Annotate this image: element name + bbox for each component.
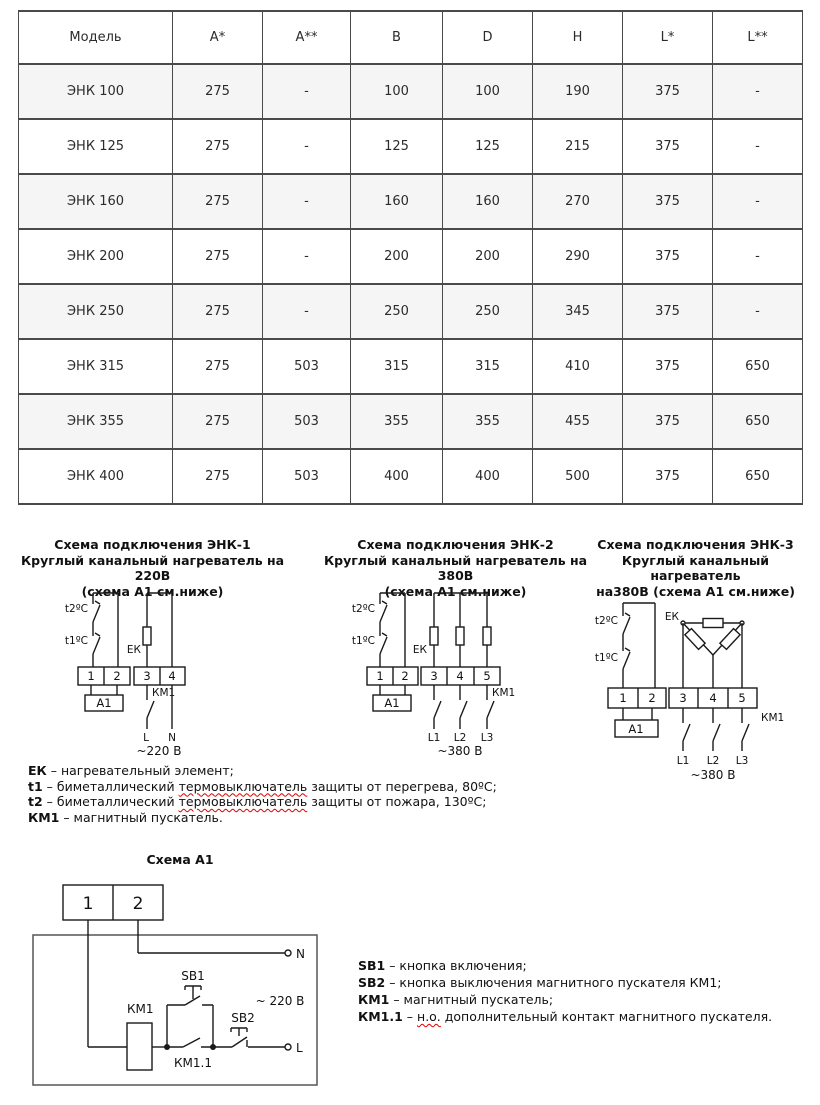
thermal-switch-t2 <box>623 613 630 634</box>
legend-item <box>28 763 497 779</box>
table-cell: 400 <box>443 449 533 504</box>
table-cell: 275 <box>173 284 263 339</box>
n-terminal <box>285 950 291 956</box>
legend-term: SB1 <box>358 958 386 973</box>
l-terminal <box>285 1044 291 1050</box>
legend-text: дополнительный контакт магнитного пускателя. <box>440 1009 773 1024</box>
table-cell: ЭНК 160 <box>19 174 173 229</box>
legend-term: SB2 <box>358 975 386 990</box>
heater-resistor <box>430 627 438 645</box>
table-cell: 275 <box>173 119 263 174</box>
table-cell: 270 <box>533 174 623 229</box>
table-cell: - <box>713 119 803 174</box>
legend-text: – биметаллический <box>42 778 179 794</box>
phase-l1-label: L1 <box>427 732 441 744</box>
phase-l-label: L <box>143 732 149 744</box>
table-header-cell: D <box>443 11 533 64</box>
table-cell: 650 <box>713 449 803 504</box>
table-row <box>19 284 803 339</box>
table-cell: 375 <box>623 229 713 284</box>
terminal-number: 1 <box>376 669 384 683</box>
ek-label: ЕК <box>412 644 427 656</box>
terminal-number: 1 <box>82 894 94 914</box>
table-row <box>19 229 803 284</box>
wire <box>380 685 405 695</box>
table-cell: 215 <box>533 119 623 174</box>
terminal-number: 2 <box>132 894 144 914</box>
phase-l-label: L <box>296 1041 303 1055</box>
table-cell: 375 <box>623 64 713 119</box>
table-cell: - <box>713 174 803 229</box>
table-cell: - <box>713 229 803 284</box>
terminal-number: 2 <box>648 691 656 705</box>
legend-text: – кнопка включения; <box>385 958 527 973</box>
table-cell: ЭНК 200 <box>19 229 173 284</box>
enk3-schematic <box>595 590 795 790</box>
table-cell: 200 <box>443 229 533 284</box>
t1-label: t1ºC <box>64 635 88 647</box>
km1-label: КМ1 <box>492 687 516 699</box>
table-cell: 355 <box>443 394 533 449</box>
enk1-title-line1: Схема подключения ЭНК-1 <box>54 537 251 552</box>
enk3-title-line2: Круглый канальный нагреватель <box>621 552 770 583</box>
table-cell: 275 <box>173 174 263 229</box>
enk1-title-line3: (схема А1 см.ниже) <box>81 583 224 599</box>
table-cell: - <box>263 284 351 339</box>
t2-label: t2ºC <box>64 603 88 615</box>
legend-text: защиты от перегрева, 80ºС; <box>307 778 497 794</box>
phase-l2-label: L2 <box>706 755 720 767</box>
legend-item <box>28 810 497 826</box>
enk3-title-line1: Схема подключения ЭНК-3 <box>597 537 794 552</box>
legend-text: – магнитный пускатель. <box>59 809 223 825</box>
table-cell: - <box>263 174 351 229</box>
legend-text-wavy: термовыключатель <box>178 794 308 809</box>
legend-text: защиты от пожара, 130ºС; <box>307 794 487 809</box>
table-cell: 503 <box>263 394 351 449</box>
table-cell: 410 <box>533 339 623 394</box>
enk2-title-line3: (схема А1 см.ниже) <box>384 583 527 599</box>
terminal-number: 3 <box>679 691 687 705</box>
km1-label: КМ1 <box>761 712 785 724</box>
legend-text: – <box>402 1009 418 1024</box>
table-cell: 275 <box>173 394 263 449</box>
table-cell: 125 <box>443 119 533 174</box>
table-cell: 650 <box>713 339 803 394</box>
table-cell: - <box>263 229 351 284</box>
thermal-switch-t1 <box>623 648 630 669</box>
t2-label: t2ºC <box>595 615 618 627</box>
phase-l3-label: L3 <box>480 732 494 744</box>
wire <box>380 593 405 667</box>
legend-term: КМ1 <box>28 809 60 825</box>
table-cell: 503 <box>263 449 351 504</box>
legend-item <box>358 957 772 974</box>
components-legend <box>28 763 497 825</box>
terminal-number: 5 <box>738 691 746 705</box>
heater-resistor <box>143 627 151 645</box>
table-cell: - <box>263 64 351 119</box>
table-cell: ЭНК 400 <box>19 449 173 504</box>
voltage-label: ~220 В <box>136 744 182 758</box>
table-cell: 275 <box>173 229 263 284</box>
sb2-label: SB2 <box>231 1011 255 1025</box>
table-row <box>19 174 803 229</box>
terminal-block <box>608 688 666 708</box>
km1-coil <box>127 1023 152 1070</box>
phase-l2-label: L2 <box>453 732 467 744</box>
table-cell: 160 <box>351 174 443 229</box>
table-cell: 500 <box>533 449 623 504</box>
table-header-cell: H <box>533 11 623 64</box>
legend-term: ЕК <box>28 763 47 778</box>
table-cell: ЭНК 355 <box>19 394 173 449</box>
table-cell: 375 <box>623 339 713 394</box>
voltage-label: ~380 В <box>690 768 736 782</box>
thermal-switch-t1 <box>380 633 387 654</box>
km1-contact <box>683 708 690 751</box>
table-cell: 160 <box>443 174 533 229</box>
t1-label: t1ºC <box>595 652 618 664</box>
table-cell: 250 <box>443 284 533 339</box>
km1-label: КМ1 <box>152 687 176 699</box>
terminal-number: 3 <box>430 669 438 683</box>
wire <box>91 685 117 695</box>
a1-label: А1 <box>384 696 400 710</box>
terminal-number: 1 <box>619 691 627 705</box>
legend-item <box>358 991 772 1008</box>
legend-term: КМ1 <box>358 992 390 1007</box>
terminal-number: 2 <box>113 669 121 683</box>
ek-label: ЕК <box>126 644 141 656</box>
table-header-cell: L* <box>623 11 713 64</box>
table-cell: 290 <box>533 229 623 284</box>
table-cell: ЭНК 250 <box>19 284 173 339</box>
thermal-switch-t2 <box>380 601 387 622</box>
table-cell: - <box>713 64 803 119</box>
table-cell: 375 <box>623 119 713 174</box>
a1-schematic <box>30 878 340 1093</box>
phase-l3-label: L3 <box>735 755 749 767</box>
ek-label: ЕК <box>664 611 679 623</box>
terminal-number: 4 <box>168 669 176 683</box>
legend-term: t2 <box>28 794 43 809</box>
km1-contact <box>742 708 749 751</box>
legend-text: – кнопка выключения магнитного пускателя КМ1; <box>385 975 722 990</box>
table-cell: 315 <box>443 339 533 394</box>
voltage-label: ~380 В <box>437 744 483 758</box>
table-cell: 250 <box>351 284 443 339</box>
sb1-label: SB1 <box>181 969 205 983</box>
table-header-cell: Модель <box>19 11 173 64</box>
heater-resistor <box>720 629 740 650</box>
table-cell: 275 <box>173 64 263 119</box>
dimensions-table <box>18 10 803 505</box>
voltage-label: ~ 220 В <box>255 994 305 1008</box>
legend-item <box>358 1008 772 1025</box>
table-header-cell: A* <box>173 11 263 64</box>
legend-term: КМ1.1 <box>358 1009 403 1024</box>
table-cell: 455 <box>533 394 623 449</box>
terminal-number: 4 <box>709 691 717 705</box>
terminal-number: 4 <box>456 669 464 683</box>
a1-label: А1 <box>628 722 644 736</box>
table-cell: 100 <box>443 64 533 119</box>
table-cell: 375 <box>623 174 713 229</box>
terminal-number: 3 <box>143 669 151 683</box>
terminal-number: 5 <box>483 669 491 683</box>
a1-label: А1 <box>96 696 112 710</box>
table-row <box>19 339 803 394</box>
legend-item <box>358 974 772 991</box>
table-cell: 275 <box>173 339 263 394</box>
wire <box>623 603 655 688</box>
table-cell: ЭНК 125 <box>19 119 173 174</box>
thermal-switch-t2 <box>93 601 100 622</box>
legend-text-wavy: н.о. <box>417 1009 441 1024</box>
table-row <box>19 119 803 174</box>
neutral-n-label: N <box>168 732 176 744</box>
terminal-number: 1 <box>87 669 95 683</box>
a1-legend <box>358 957 772 1025</box>
legend-text: – биметаллический <box>42 794 179 809</box>
table-cell: ЭНК 100 <box>19 64 173 119</box>
table-row <box>19 64 803 119</box>
table-cell: 650 <box>713 394 803 449</box>
table-row <box>19 394 803 449</box>
enk2-title-line1: Схема подключения ЭНК-2 <box>357 537 554 552</box>
table-row <box>19 449 803 504</box>
table-header-cell: B <box>351 11 443 64</box>
table-cell: 375 <box>623 449 713 504</box>
legend-item <box>28 779 497 795</box>
a1-title: Схема А1 <box>146 852 214 867</box>
legend-text: – нагревательный элемент; <box>46 763 234 778</box>
heater-resistor <box>703 619 723 628</box>
table-cell: - <box>263 119 351 174</box>
km1-contact <box>434 685 441 729</box>
heater-resistor <box>483 627 491 645</box>
legend-text-wavy: термовыключатель <box>178 778 308 794</box>
heater-resistor <box>685 629 705 650</box>
enk3-title-line3: на380В (схема А1 см.ниже) <box>596 583 795 599</box>
heater-resistor <box>456 627 464 645</box>
table-header-cell: A** <box>263 11 351 64</box>
table-cell: 400 <box>351 449 443 504</box>
table-cell: 200 <box>351 229 443 284</box>
table-cell: 355 <box>351 394 443 449</box>
table-cell: 100 <box>351 64 443 119</box>
enk2-schematic <box>350 588 525 758</box>
table-header-row <box>19 11 803 64</box>
table-cell: 375 <box>623 284 713 339</box>
thermal-switch-t1 <box>93 633 100 654</box>
km11-label: КМ1.1 <box>174 1056 212 1070</box>
wire <box>623 708 652 720</box>
table-cell: 315 <box>351 339 443 394</box>
t1-label: t1ºC <box>351 635 375 647</box>
table-cell: ЭНК 315 <box>19 339 173 394</box>
legend-term: t1 <box>28 778 43 794</box>
table-cell: 375 <box>623 394 713 449</box>
table-cell: - <box>713 284 803 339</box>
km1-label: КМ1 <box>127 1002 154 1016</box>
table-header-cell: L** <box>713 11 803 64</box>
legend-text: – магнитный пускатель; <box>389 992 554 1007</box>
table-cell: 275 <box>173 449 263 504</box>
km1-contact <box>713 708 720 751</box>
wire <box>93 593 118 667</box>
enk1-schematic <box>55 588 225 758</box>
enk2-title-line2: Круглый канальный нагреватель на 380В <box>323 552 588 583</box>
t2-label: t2ºC <box>351 603 375 615</box>
enk1-title-line2: Круглый канальный нагреватель на 220В <box>20 552 285 583</box>
table-cell: 345 <box>533 284 623 339</box>
phase-l1-label: L1 <box>676 755 690 767</box>
table-cell: 190 <box>533 64 623 119</box>
table-cell: 125 <box>351 119 443 174</box>
table-cell: 503 <box>263 339 351 394</box>
terminal-number: 2 <box>401 669 409 683</box>
km1-contact <box>460 685 467 729</box>
legend-item <box>28 794 497 810</box>
neutral-n-label: N <box>296 947 305 961</box>
